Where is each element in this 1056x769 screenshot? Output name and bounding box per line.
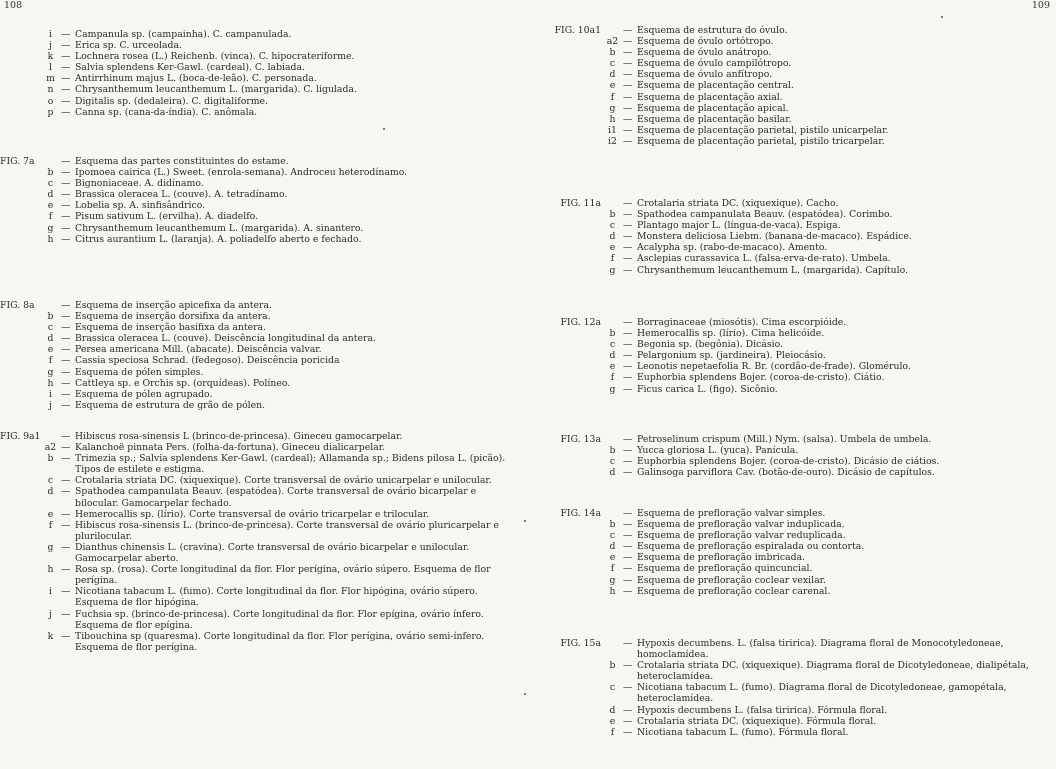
right-page [532, 0, 1056, 769]
fig-label: FIG. 13a [560, 434, 601, 445]
fig-6-continuation [0, 29, 520, 118]
fig-label: FIG. 12a [560, 317, 601, 328]
fig-label: FIG. 8a [0, 300, 35, 311]
speck [524, 693, 526, 695]
caption-line: l — Salvia splendens Ker-Gawl. (cardeal). C. labiada. [49, 62, 306, 74]
speck [524, 520, 526, 522]
speck [941, 16, 943, 18]
fig-7-caption: FIG. 7a — Esquema das partes constituintes do estame. b — Ipomoea cairica (L.) Sweet. (enrola-semana). Androceu heterodínamo. c — Bignoniaceae. A. didínamo. d — Brassica oleracea L. (couve). A. tetradínamo. e — Lobelia sp. A. sinfisândrico. f — Pisum sativum L. (ervilha). A. diadelfo. g — Chrysanthemum leucanthemum L. (margarida). A. sinantero. h — Citrus aurantium L. (laranja). A. poliadelfo aberto e fechado. [0, 156, 408, 245]
caption-line: k — Lochnera rosea (L.) Reichenb. (vinca). C. hipocrateriforme. [47, 51, 355, 63]
caption-line: m — Antirrhinum majus L. (boca-de-leão). C. personada. [46, 73, 317, 85]
fig-13-caption: FIG. 13a — Petroselinum crispum (Mill.) Nym. (salsa). Umbela de umbela. b — Yucca gloriosa L. (yuca). Panícula. c — Euphorbia splendens Bojer. (coroa-de-cristo). Dicásio de ciátios. d — Galinsoga parviflora Cav. (botão-de-ouro). Dicásio de capítulos. [532, 434, 1052, 478]
fig-label: FIG. 15a [560, 638, 601, 649]
page-number: 108 [4, 0, 23, 11]
fig-15-caption: FIG. 15a — Hypoxis decumbens. L. (falsa tiririca). Diagrama floral de Monocotyledoneae, homoclamídea. b — Crotalaria striata DC. (xiquexique). Diagrama floral de Dicotyledoneae, dialipétala, heteroclamídea. c — Nicotiana tabacum L. (fumo). Diagrama floral de Dicotyledoneae, gamopétala, heteroclamídea. d — Hypoxis decumbens L. (falsa tiririca). Fórmula floral. e — Crotalaria striata DC. (xiquexique). Fórmula floral. f — Nicotiana tabacum L. (fumo). Fórmula floral. [532, 638, 1052, 738]
fig-label: FIG. 14a [560, 508, 601, 519]
fig-14-caption: FIG. 14a — Esquema de prefloração valvar simples. b — Esquema de prefloração valvar induplicada. c — Esquema de prefloração valvar reduplicada. d — Esquema de prefloração espiralada ou contorta. e — Esquema de prefloração imbricada. f — Esquema de prefloração quincuncial. g — Esquema de prefloração coclear vexilar. h — Esquema de prefloração coclear carenal. [532, 508, 1052, 597]
fig-label: FIG. 11a [560, 198, 601, 209]
fig-label: FIG. 9a1 [0, 431, 41, 442]
caption-line: i — Campanula sp. (campainha). C. campanulada. [49, 29, 292, 40]
fig-11-caption: FIG. 11a — Crotalaria striata DC. (xiquexique). Cacho. b — Spathodea campanulata Beauv. (espatódea). Corimbo. c — Plantago major L. (língua-de-vaca). Espiga. d — Monstera deliciosa Liebm. (banana-de-macaco). Espádice. e — Acalypha sp. (rabo-de-macaco). Amento. f — Asclepias curassavica L. (falsa-erva-de-rato). Umbela. g — Chrysanthemum leucanthemum L. (margarida). Capítulo. [532, 198, 1052, 276]
caption-line: p — Canna sp. (cana-da-índia). C. anômala. [47, 106, 258, 118]
caption-line: o — Digitalis sp. (dedaleira). C. digitaliforme. [47, 95, 269, 107]
left-page [0, 0, 524, 769]
fig-9-caption: FIG. 9a1 — Hibiscus rosa-sinensis L (brinco-de-princesa). Gineceu gamocarpelar. a2 — Kalanchoë pinnata Pers. (folha-da-fortuna). Gineceu dialicarpelar. b — Trimezia sp.; Salvia splendens Ker-Gawl. (cardeal); Allamanda sp.; Bidens pilosa L. (picão). Tipos de estilete e estigma. c — Crotalaria striata DC. (xiquexique). Corte transversal de ovário unicarpelar e unilocular. d — Spathodea campanulata Beauv. (espatódea). Corte transversal de ovário bicarpelar e bilocular. Gamocarpelar fechado. e — Hemerocallis sp. (lírio). Corte transversal de ovário tricarpelar e trilocular. f — Hibiscus rosa-sinensis L. (brinco-de-princesa). Corte transversal de ovário pluricarpelar e plurilocular. g — Dianthus chinensis L. (cravina). Corte transversal de ovário bicarpelar e unilocular. Gamocarpelar aberto. h — Rosa sp. (rosa). Corte longitudinal da flor. Flor perígina, ovário súpero. Esquema de flor perígina. i — Nicotiana tabacum L. (fumo). Corte longitudinal da flor. Flor hipógina, ovário súpero. Esquema de flor hipógina. j — Fuchsia sp. (brinco-de-princesa). Corte longitudinal da flor. Flor epígina, ovário ínfero. Esquema de flor epígina. k — Tibouchina sp (quaresma). Corte longitudinal da flor. Flor perígina, ovário semi-ínfero. Esquema de flor perígina. [0, 431, 506, 653]
speck [383, 128, 385, 130]
caption-line: n — Chrysanthemum leucanthemum L. (margarida). C. ligulada. [47, 84, 357, 96]
caption-line: j — Erica sp. C. urceolada. [49, 40, 182, 52]
fig-8-caption: FIG. 8a — Esquema de inserção apicefixa da antera. b — Esquema de inserção dorsifixa da antera. c — Esquema de inserção basifixa da antera. d — Brassica oleracea L. (couve). Deiscência longitudinal da antera. e — Persea americana Mill. (abacate). Deiscência valvar. f — Cassia speciosa Schrad. (fedegoso). Deiscência poricida g — Esquema de pólen simples. h — Cattleya sp. e Orchis sp. (orquídeas). Políneo. i — Esquema de pólen agrupado. j — Esquema de estrutura de grão de pólen. [0, 300, 376, 411]
fig-label: FIG. 7a [0, 156, 35, 167]
fig-12-caption: FIG. 12a — Borraginaceae (miosótis). Cima escorpióide. b — Hemerocallis sp. (lírio). Cima helicóide. c — Begonia sp. (begônia). Dicásio. d — Pelargonium sp. (jardineira). Pleiocásio. e — Leonotis nepetaefolia R. Br. (cordão-de-frade). Glomérulo. f — Euphorbia splendens Bojer. (coroa-de-cristo). Ciátio. g — Ficus carica L. (figo). Sicônio. [532, 317, 1052, 395]
fig-10-caption: FIG. 10a1 — Esquema de estrutura do óvulo. a2 — Esquema de óvulo ortótropo. b — Esquema de óvulo anátropo. c — Esquema de óvulo campilótropo. d — Esquema de óvulo anfítropo. e — Esquema de placentação central. f — Esquema de placentação axial. g — Esquema de placentação apical. h — Esquema de placentação basilar. i1 — Esquema de placentação parietal, pistilo unicarpelar. i2 — Esquema de placentação parietal, pistilo tricarpelar. [532, 25, 1052, 147]
fig-label: FIG. 10a1 [554, 25, 601, 36]
page-number: 109 [1031, 0, 1050, 11]
